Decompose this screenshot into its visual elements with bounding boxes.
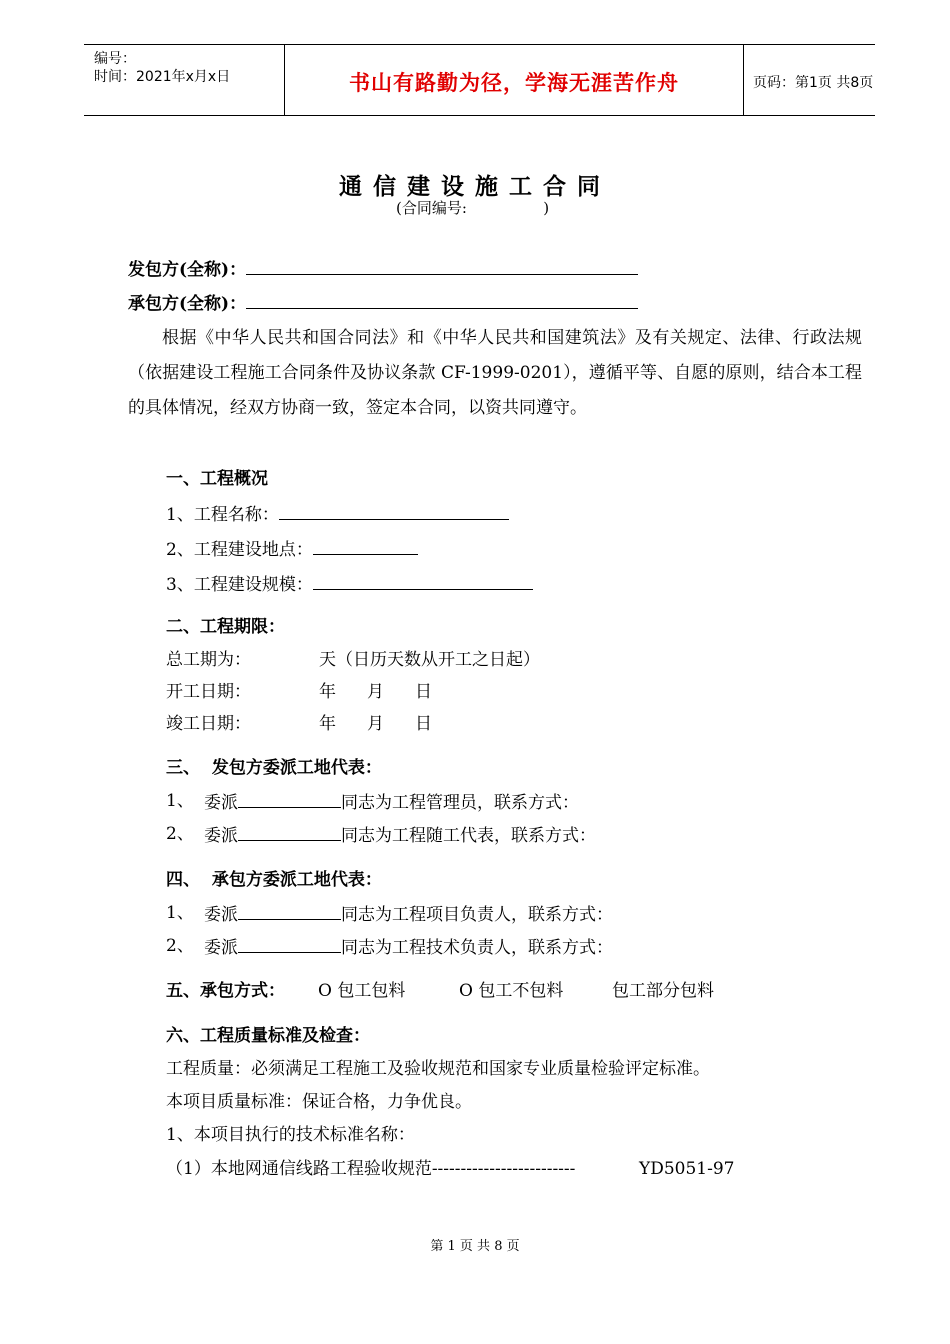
s4-item-2-pre: 委派 [204, 938, 238, 958]
s3-item-1-pre: 委派 [204, 793, 238, 813]
project-name-label: 1、工程名称： [166, 505, 279, 525]
start-month: 月 [367, 682, 384, 702]
end-date-label: 竣工日期： [166, 714, 251, 734]
s4-item-1-post: 同志为工程项目负责人，联系方式： [341, 905, 613, 925]
start-day: 日 [415, 682, 432, 702]
s3-item-2-pre: 委派 [204, 826, 238, 846]
tech-standard-title: 1、本项目执行的技术标准名称： [166, 1125, 415, 1145]
contract-option-partial[interactable]: 包工部分包料 [612, 981, 714, 1001]
project-location-row [166, 537, 418, 561]
section-5-heading: 五、承包方式： [166, 981, 285, 1001]
contract-option-labor-only[interactable]: O 包工不包料 [459, 981, 564, 1001]
s4-item-2 [204, 935, 613, 959]
section-4-heading: 四、 承包方委派工地代表： [166, 870, 382, 890]
end-month: 月 [367, 714, 384, 734]
total-period-label: 总工期为： [166, 650, 251, 670]
start-year: 年 [319, 682, 336, 702]
document-title: 通信建设施工合同 [339, 173, 611, 200]
s3-item-1 [204, 790, 579, 814]
party-a-label: 发包方(全称)： [128, 260, 247, 280]
header-number-label: 编号： [94, 51, 136, 67]
end-year: 年 [319, 714, 336, 734]
party-a-row [128, 257, 638, 281]
header-page-cell [743, 45, 875, 115]
section-3-heading: 三、 发包方委派工地代表： [166, 758, 382, 778]
s4-item-1-pre: 委派 [204, 905, 238, 925]
quality-requirement: 工程质量：必须满足工程施工及验收规范和国家专业质量检验评定标准。 [166, 1059, 710, 1079]
party-b-label: 承包方(全称)： [128, 294, 247, 314]
page-header [84, 44, 875, 116]
s3-item-2-num: 2、 [166, 824, 194, 844]
start-date-label: 开工日期： [166, 682, 251, 702]
s3-item-1-blank[interactable] [238, 790, 341, 808]
header-page-info: 页码：第1页 共8页 [753, 75, 874, 91]
s4-item-2-num: 2、 [166, 936, 194, 956]
section-6-heading: 六、工程质量标准及检查： [166, 1026, 370, 1046]
s3-item-2-post: 同志为工程随工代表，联系方式： [341, 826, 596, 846]
section-1-heading: 一、工程概况 [166, 469, 268, 489]
tech-standard-1-name: （1）本地网通信线路工程验收规范------------------------- [166, 1159, 576, 1179]
project-location-label: 2、工程建设地点： [166, 540, 313, 560]
s4-item-1-blank[interactable] [238, 902, 341, 920]
project-name-row [166, 502, 509, 526]
s4-item-1-num: 1、 [166, 903, 194, 923]
quality-standard: 本项目质量标准：保证合格，力争优良。 [166, 1092, 472, 1112]
s3-item-2 [204, 823, 596, 847]
project-scale-row [166, 572, 533, 596]
party-b-blank[interactable] [246, 291, 638, 309]
end-day: 日 [415, 714, 432, 734]
party-b-row [128, 291, 638, 315]
party-a-blank[interactable] [246, 257, 638, 275]
s3-item-1-post: 同志为工程管理员，联系方式： [341, 793, 579, 813]
project-scale-label: 3、工程建设规模： [166, 575, 313, 595]
s4-item-2-post: 同志为工程技术负责人，联系方式： [341, 938, 613, 958]
contract-option-full[interactable]: O 包工包料 [318, 981, 406, 1001]
s4-item-2-blank[interactable] [238, 935, 341, 953]
section-2-heading: 二、工程期限： [166, 617, 285, 637]
s4-item-1 [204, 902, 613, 926]
total-period-value: 天（日历天数从开工之日起） [319, 650, 540, 670]
header-motto: 书山有路勤为径，学海无涯苦作舟 [349, 70, 679, 95]
tech-standard-1-code: YD5051-97 [639, 1159, 735, 1179]
page-footer: 第 1 页 共 8 页 [430, 1239, 520, 1254]
project-scale-blank[interactable] [313, 572, 533, 590]
s3-item-2-blank[interactable] [238, 823, 341, 841]
intro-paragraph: 根据《中华人民共和国合同法》和《中华人民共和国建筑法》及有关规定、法律、行政法规（依据建设工程施工合同条件及协议条款 CF-1999-0201），遵循平等、自愿的原则，结合本工程的具体情况，经双方协商一致，签定本合同，以资共同遵守。 [128, 328, 862, 418]
header-meta [84, 45, 284, 115]
contract-number: (合同编号: ) [396, 199, 550, 217]
header-time-label: 时间：2021年x月x日 [94, 69, 231, 85]
s3-item-1-num: 1、 [166, 791, 194, 811]
project-location-blank[interactable] [313, 537, 418, 555]
project-name-blank[interactable] [279, 502, 509, 520]
header-motto-cell [284, 45, 744, 115]
